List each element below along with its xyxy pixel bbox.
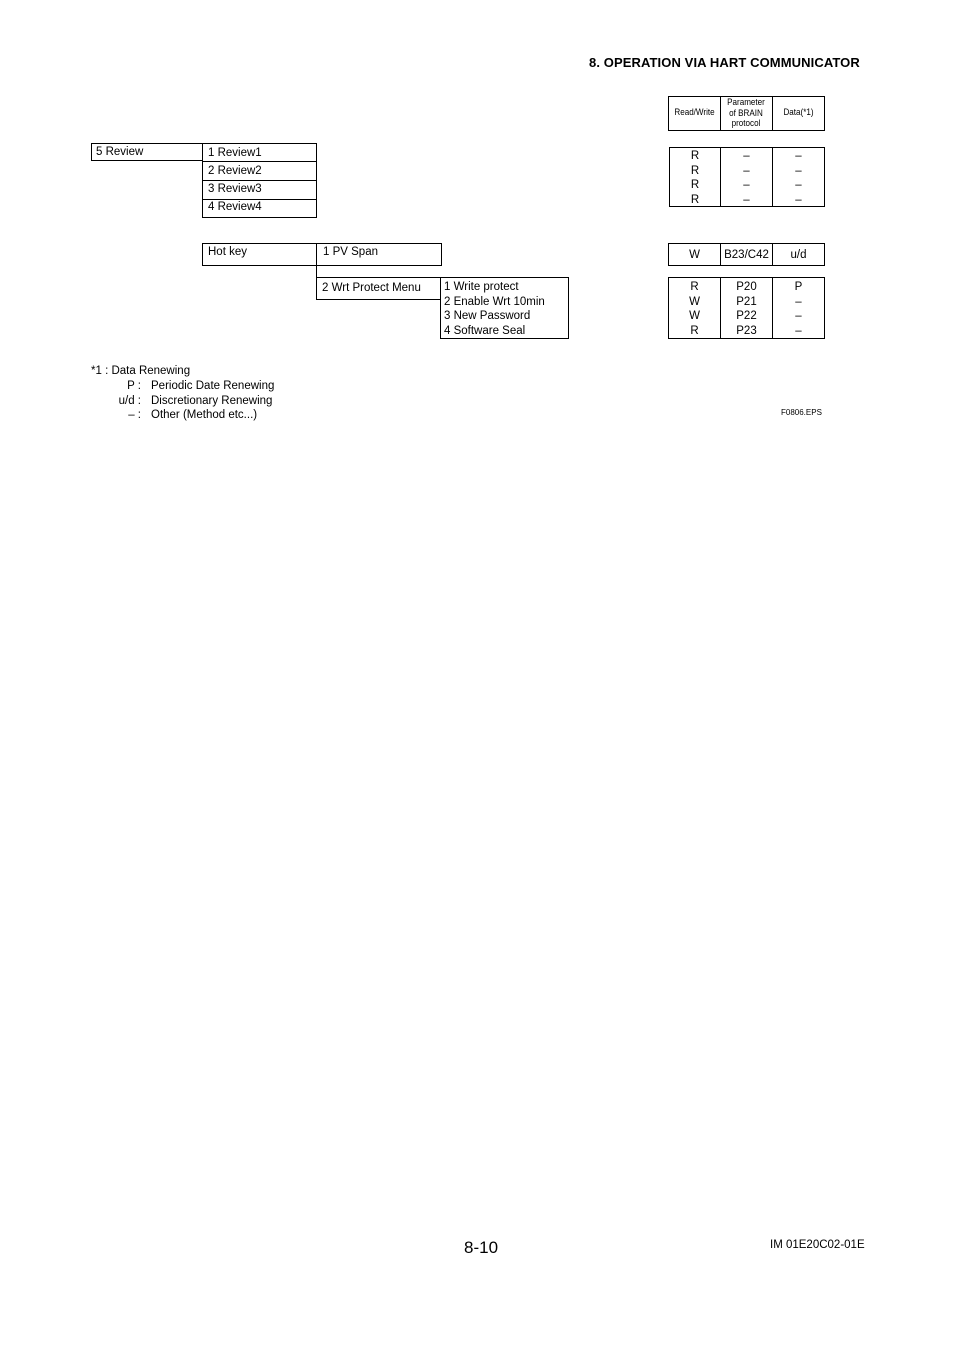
data-cell: – [795,310,802,322]
menu-pv-span [316,243,442,266]
figure-id: F0806.EPS [781,408,822,417]
footnote-text: Other (Method etc...) [151,409,258,421]
param-cell: P21 [736,295,757,308]
review-submenu [202,143,317,218]
param-cell: – [743,164,750,177]
menu-wrt-protect-label: 2 Wrt Protect Menu [322,282,421,294]
wrt-item-4: 4 Software Seal [444,324,526,337]
param-cell: P20 [736,281,757,293]
header-data: Data(*1) [783,107,814,118]
param-cell: P23 [736,324,757,337]
footnote-title: *1 : Data Renewing [91,365,191,377]
data-cell: – [795,193,802,206]
data-cell: P [794,281,803,293]
rw-cell: W [689,295,700,308]
header-parameter: Parameter of BRAIN protocol [727,97,765,129]
wrt-item-2: 2 Enable Wrt 10min [444,295,545,308]
rw-cell: R [690,164,700,177]
data-cell: – [795,150,802,162]
page-number: 8-10 [464,1238,499,1257]
wrt-protect-param-table [668,277,825,339]
param-cell: P22 [736,310,757,322]
data-cell: – [795,179,802,191]
footnote-key: u/d : [118,394,141,407]
rw-cell: W [689,249,700,261]
data-cell: u/d [790,249,807,261]
rw-cell: R [690,179,700,191]
menu-wrt-protect [316,277,442,300]
review-item-2: 2 Review2 [208,165,262,177]
data-cell: – [795,324,802,337]
divider [720,97,721,130]
wrt-item-3: 3 New Password [444,310,531,322]
footnote-list [91,379,291,423]
review-item-3: 3 Review3 [208,183,262,195]
menu-hot-key: Hot key [208,246,247,258]
document-id: IM 01E20C02-01E [770,1239,865,1251]
rw-cell: R [690,150,700,162]
footnote-text: Periodic Date Renewing [151,380,275,392]
review-item-1: 1 Review1 [208,147,262,159]
param-cell: B23/C42 [724,249,769,261]
review-param-table [669,147,825,207]
data-cell: – [795,295,802,308]
menu-review-label: 5 Review [96,146,144,158]
menu-pv-span-label: 1 PV Span [323,246,378,258]
rw-cell: R [690,324,699,337]
menu-review [91,143,203,161]
rw-cell: R [690,281,699,293]
divider [203,180,316,181]
divider [202,243,317,244]
pv-span-param-table [668,243,825,266]
divider [203,161,316,162]
table-header [668,96,825,131]
section-title: 8. OPERATION VIA HART COMMUNICATOR [589,55,860,70]
divider [202,243,203,266]
footnote-key: P : [127,380,141,392]
footnote-key: – : [128,409,141,421]
param-cell: – [743,193,750,206]
review-item-4: 4 Review4 [208,201,262,213]
footnote-text: Discretionary Renewing [151,394,273,407]
rw-cell: W [689,310,700,322]
data-cell: – [795,164,802,177]
param-cell: – [743,179,750,191]
divider [202,265,317,266]
divider [772,97,773,130]
wrt-protect-submenu [440,277,569,339]
wrt-item-1: 1 Write protect [444,281,519,293]
param-cell: – [743,150,750,162]
header-read-write: Read/Write [674,107,715,118]
rw-cell: R [690,193,700,206]
